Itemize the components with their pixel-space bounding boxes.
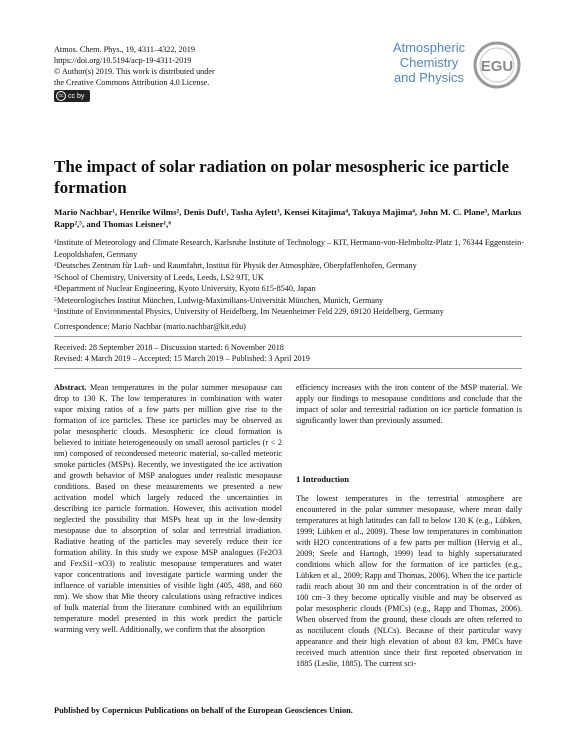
divider — [54, 336, 522, 337]
journal-name — [384, 40, 474, 85]
received-dates: Received: 28 September 2018 – Discussion started: 6 November 2018 — [54, 343, 284, 352]
abstract-continued: efficiency increases with the iron content of the MSP material. We apply our findings to mesopause conditions and conclude that the impact of solar and terrestrial radiation on ice particle formation is significantly lower than previously assumed. — [296, 383, 522, 425]
creative-commons-icon: cc — [56, 91, 66, 101]
license-line: the Creative Commons Attribution 4.0 License. — [54, 78, 210, 87]
egu-logo-icon — [470, 38, 524, 92]
abstract-label: Abstract. — [54, 383, 87, 392]
affiliations — [54, 237, 524, 318]
abstract-text: Mean temperatures in the polar summer mesopause can drop to 130 K. The low temperatures in combination with water vapor mixing ratios of a few parts per million give rise to the formation of ice particles. These ice particles may be observed as polar mesospheric clouds. Mesospheric ice cloud formation is believed to initiate heterogeneously on small aerosol particles (r < 2 nm) composed of recondensed meteoric material, so-called meteoric smoke particles (MSPs). Recently, we investigated the ice activation and growth behavior of MSP analogues under realistic mesopause conditions. Based on these measurements we presented a new activation model which largely reduced the uncertainties in describing ice particle formation. However, this activation model neglected the possibility that MSPs heat up in the low-density mesopause due to absorption of solar and terrestrial irradiation. Radiative heating of the particles may severely reduce their ice formation ability. In this study we expose MSP analogues (Fe2O3 and FexSi1−xO3) to realistic mesopause temperatures and water vapor concentrations and investigate particle warming under the influence of variable intensities of visible light (405, 488, and 660 nm). We show that Mie theory calculations using refractive indices of bulk material from the literature combined with an equilibrium temperature model presented in this work predict the particle warming very well. Additionally, we confirm that the absorption — [54, 383, 283, 634]
divider — [54, 368, 522, 369]
journal-name-line-3: and Physics — [393, 70, 465, 85]
abstract — [54, 382, 282, 635]
publisher-footer: Published by Copernicus Publications on behalf of the European Geosciences Union. — [54, 706, 353, 715]
section-heading: 1 Introduction — [296, 474, 350, 484]
egu-logo-text: EGU — [480, 58, 514, 75]
article-title: The impact of solar radiation on polar mesospheric ice particle formation — [54, 157, 510, 197]
journal-name-line-2: Chemistry — [399, 55, 459, 70]
affiliation-6: ⁶Institute of Environmental Physics, University of Heidelberg, Im Neuenheimer Feld 229, 69120 Heidelberg, Germany — [54, 307, 444, 316]
author-list: Mario Nachbar¹, Henrike Wilms², Denis Duft¹, Tasha Aylett³, Kensei Kitajima⁴, Takuya Majima⁴, John M. C. Plane³, Markus Rapp²,⁵, and Thomas Leisner¹,⁶ — [54, 207, 522, 229]
license-badge-label: cc by — [68, 92, 85, 100]
affiliation-1: ¹Institute of Meteorology and Climate Research, Karlsruhe Institute of Technology – KIT, Hermann-von-Helmholtz-Platz 1, 76344 Eggenstein-Leopoldshafen, Germany — [54, 238, 524, 259]
publication-dates — [54, 342, 310, 364]
journal-citation: Atmos. Chem. Phys., 19, 4311–4322, 2019 — [54, 45, 195, 54]
cc-license-badge[interactable] — [54, 90, 90, 102]
correspondence[interactable]: Correspondence: Mario Nachbar (mario.nachbar@kit.edu) — [54, 322, 246, 331]
revised-dates: Revised: 4 March 2019 – Accepted: 15 March 2019 – Published: 3 April 2019 — [54, 354, 310, 363]
doi-link[interactable]: https://doi.org/10.5194/acp-19-4311-2019 — [54, 56, 192, 65]
affiliation-2: ²Deutsches Zentrum für Luft- und Raumfahrt, Institut für Physik der Atmosphäre, Oberpfaffenhofen, Germany — [54, 261, 417, 270]
affiliation-3: ³School of Chemistry, University of Leeds, Leeds, LS2 9JT, UK — [54, 272, 264, 282]
article-metadata — [54, 44, 215, 88]
introduction-text: The lowest temperatures in the terrestrial atmosphere are encountered in the polar summer mesopause, where mean daily temperatures at high latitudes can fall to below 130 K (e.g., Lübken, 1999; Lübken et al., 2009). These low temperatures in combination with H2O concentrations of a few parts per million (Hervig et al., 2009; Seele and Hartogh, 1999) lead to highly supersaturated conditions which allow for the formation of ice particles (e.g., Lübken et al., 2009; Rapp and Thomas, 2006). When the ice particle radii reach about 30 nm and their concentration is of the order of 100 cm−3 they become optically visible and may be observed as polar mesospheric clouds (PMCs) (e.g., Rapp and Thomas, 2006). When observed from the ground, these clouds are often referred to as noctilucent clouds (NLCs). Because of their particular wavy appearance and their high elevation of about 83 km, PMCs have received much attention since their first reported observation in 1885 (Leslie, 1885). The current sci- — [296, 494, 522, 668]
journal-name-line-1: Atmospheric — [392, 40, 466, 55]
affiliation-4: ⁴Department of Nuclear Engineering, Kyoto University, Kyoto 615-8540, Japan — [54, 284, 316, 293]
copyright-line: © Author(s) 2019. This work is distributed under — [54, 67, 215, 76]
affiliation-5: ⁵Meteorologisches Institut München, Ludwig-Maximilians-Universität München, Munich, Germany — [54, 295, 384, 305]
